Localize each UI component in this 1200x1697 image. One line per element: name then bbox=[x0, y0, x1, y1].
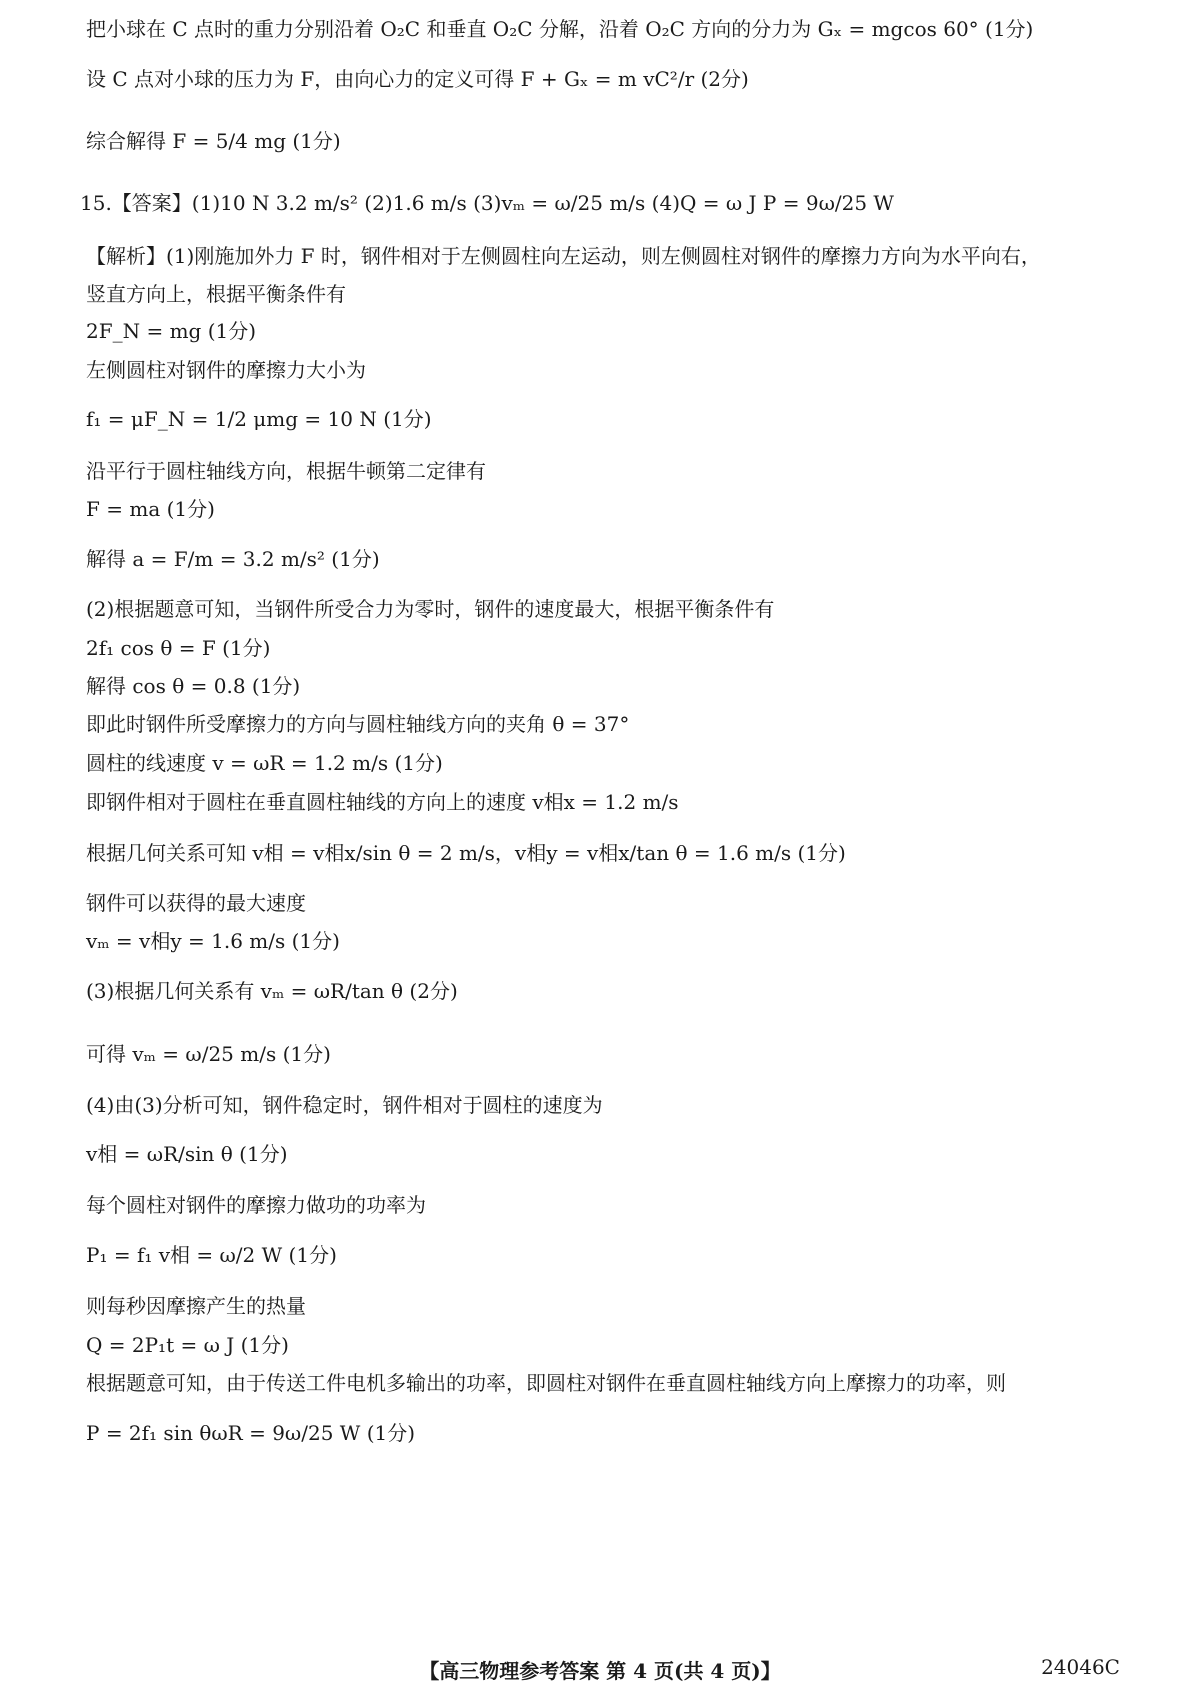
text-line: 左侧圆柱对钢件的摩擦力大小为 bbox=[86, 358, 366, 382]
equation-line: f₁ = μF_N = 1/2 μmg = 10 N (1分) bbox=[86, 407, 432, 431]
text-line: 根据题意可知，由于传送工件电机多输出的功率，即圆柱对钢件在垂直圆柱轴线方向上摩擦力的功率，则 bbox=[86, 1371, 1006, 1395]
text-line: 竖直方向上，根据平衡条件有 bbox=[86, 282, 346, 306]
footer-title: 【高三物理参考答案 第 4 页(共 4 页)】 bbox=[419, 1659, 781, 1683]
text-line: 钢件可以获得的最大速度 bbox=[86, 891, 306, 915]
text-line: 即此时钢件所受摩擦力的方向与圆柱轴线方向的夹角 θ = 37° bbox=[86, 712, 630, 736]
equation-line: 解得 a = F/m = 3.2 m/s² (1分) bbox=[86, 547, 380, 571]
equation-line: vₘ = v相y = 1.6 m/s (1分) bbox=[86, 929, 340, 953]
equation-line: 2f₁ cos θ = F (1分) bbox=[86, 636, 271, 660]
equation-line: P₁ = f₁ v相 = ω/2 W (1分) bbox=[86, 1243, 337, 1267]
equation-line: 圆柱的线速度 v = ωR = 1.2 m/s (1分) bbox=[86, 751, 443, 775]
equation-line: 可得 vₘ = ω/25 m/s (1分) bbox=[86, 1042, 331, 1066]
text-line: 设 C 点对小球的压力为 F，由向心力的定义可得 F + Gₓ = m vC²/r (2分) bbox=[86, 67, 749, 91]
equation-line: 解得 cos θ = 0.8 (1分) bbox=[86, 674, 301, 698]
footer-code: 24046C bbox=[1041, 1655, 1120, 1679]
equation-line: Q = 2P₁t = ω J (1分) bbox=[86, 1333, 289, 1357]
text-line: 则每秒因摩擦产生的热量 bbox=[86, 1294, 306, 1318]
text-line: 沿平行于圆柱轴线方向，根据牛顿第二定律有 bbox=[86, 459, 486, 483]
equation-line: v相 = ωR/sin θ (1分) bbox=[86, 1142, 288, 1166]
answer-line: 15.【答案】(1)10 N 3.2 m/s² (2)1.6 m/s (3)vₘ = ω/25 m/s (4)Q = ω J P = 9ω/25 W bbox=[80, 191, 894, 215]
text-line: (4)由(3)分析可知，钢件稳定时，钢件相对于圆柱的速度为 bbox=[86, 1093, 603, 1117]
text-line: (2)根据题意可知，当钢件所受合力为零时，钢件的速度最大，根据平衡条件有 bbox=[86, 597, 775, 621]
equation-line: 根据几何关系可知 v相 = v相x/sin θ = 2 m/s，v相y = v相x/tan θ = 1.6 m/s (1分) bbox=[86, 841, 846, 865]
equation-line: P = 2f₁ sin θωR = 9ω/25 W (1分) bbox=[86, 1421, 416, 1445]
text-line: 每个圆柱对钢件的摩擦力做功的功率为 bbox=[86, 1193, 426, 1217]
equation-line: F = ma (1分) bbox=[86, 497, 215, 521]
text-line: 把小球在 C 点时的重力分别沿着 O₂C 和垂直 O₂C 分解，沿着 O₂C 方向的分力为 Gₓ = mgcos 60° (1分) bbox=[86, 17, 1034, 41]
analysis-line: 【解析】(1)刚施加外力 F 时，钢件相对于左侧圆柱向左运动，则左侧圆柱对钢件的摩擦力方向为水平向右， bbox=[86, 244, 1041, 268]
text-line: 综合解得 F = 5/4 mg (1分) bbox=[86, 129, 341, 153]
text-line: 即钢件相对于圆柱在垂直圆柱轴线的方向上的速度 v相x = 1.2 m/s bbox=[86, 790, 679, 814]
equation-line: 2F_N = mg (1分) bbox=[86, 319, 257, 343]
equation-line: (3)根据几何关系有 vₘ = ωR/tan θ (2分) bbox=[86, 979, 458, 1003]
